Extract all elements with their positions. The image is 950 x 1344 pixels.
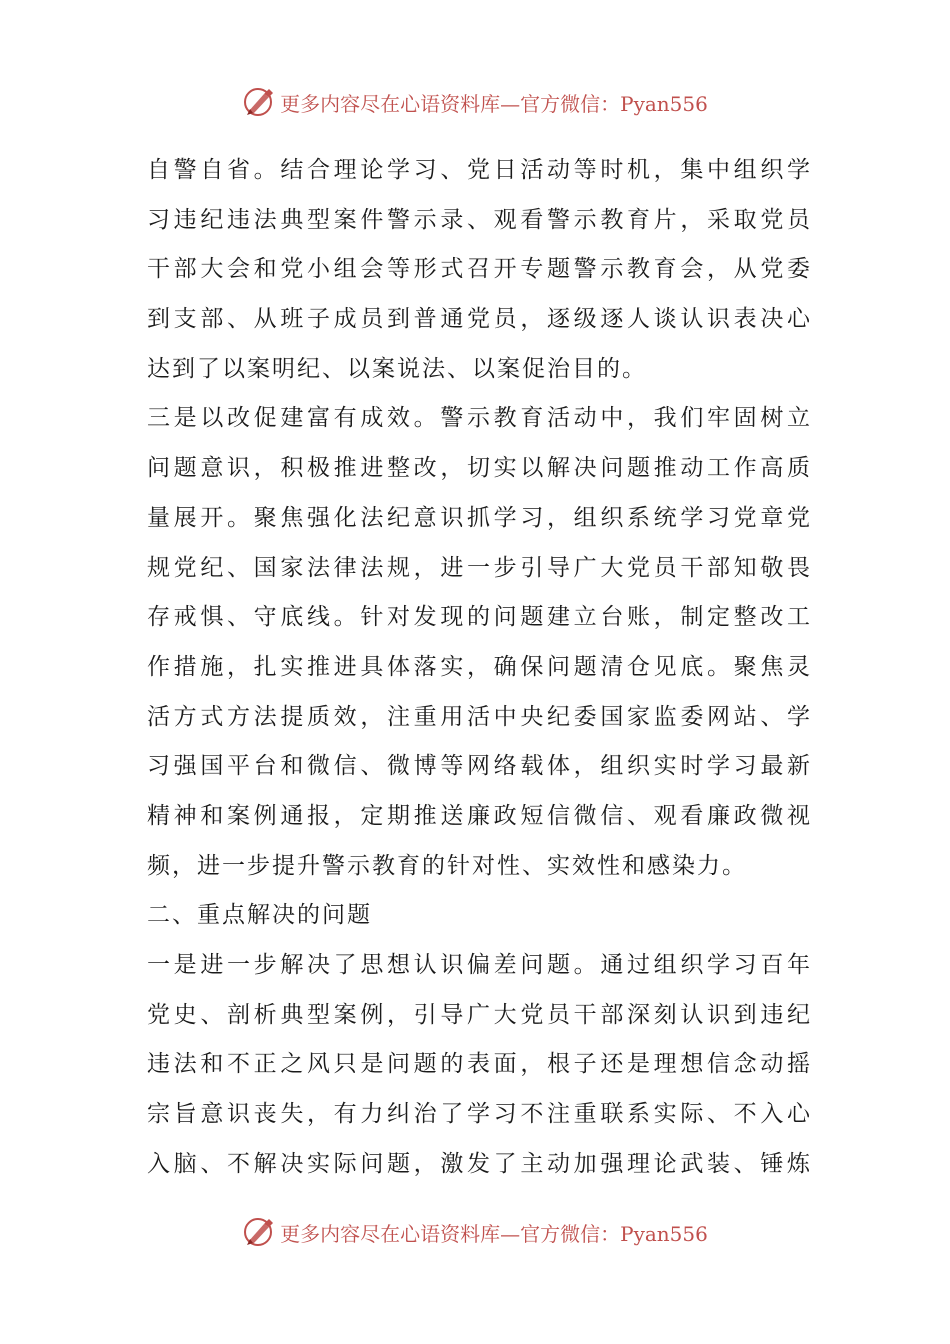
text-line: 到支部、从班子成员到普通党员，逐级逐人谈认识表决心 [147,306,812,333]
text-line: 活方式方法提质效，注重用活中央纪委国家监委网站、学 [147,703,812,730]
pen-logo-icon [242,1215,276,1249]
section-heading: 二、重点解决的问题 [147,902,372,929]
text-line: 习强国平台和微信、微博等网络载体，组织实时学习最新 [147,753,812,780]
text-line: 党史、剖析典型案例，引导广大党员干部深刻认识到违纪 [147,1001,812,1028]
text-line: 自警自省。结合理论学习、党日活动等时机，集中组织学 [147,157,812,183]
text-line: 三是以改促建富有成效。警示教育活动中，我们牢固树立 [147,405,812,432]
text-line: 问题意识，积极推进整改，切实以解决问题推动工作高质 [147,455,812,482]
text-line: 干部大会和党小组会等形式召开专题警示教育会，从党委 [147,256,812,283]
header-banner [0,80,950,124]
footer-banner-text: 更多内容尽在心语资料库—官方微信：Pyan556 [280,1221,708,1246]
footer-banner [0,1210,950,1254]
text-line: 入脑、不解决实际问题，激发了主动加强理论武装、锤炼 [147,1150,812,1177]
text-line: 达到了以案明纪、以案说法、以案促治目的。 [147,355,647,382]
text-line: 频，进一步提升警示教育的针对性、实效性和感染力。 [147,852,747,879]
body-text [147,146,812,1189]
pen-logo-icon [242,85,276,119]
text-line: 违法和不正之风只是问题的表面，根子还是理想信念动摇 [147,1051,812,1078]
text-line: 宗旨意识丧失，有力纠治了学习不注重联系实际、不入心 [147,1101,812,1128]
text-line: 习违纪违法典型案件警示录、观看警示教育片，采取党员 [147,206,812,233]
text-line: 规党纪、国家法律法规，进一步引导广大党员干部知敬畏 [147,554,812,581]
header-banner-text: 更多内容尽在心语资料库—官方微信：Pyan556 [280,91,708,116]
text-line: 作措施，扎实推进具体落实，确保问题清仓见底。聚焦灵 [147,653,812,680]
text-line: 量展开。聚焦强化法纪意识抓学习，组织系统学习党章党 [147,504,812,531]
text-line: 精神和案例通报，定期推送廉政短信微信、观看廉政微视 [147,802,812,829]
text-line: 一是进一步解决了思想认识偏差问题。通过组织学习百年 [147,952,812,978]
text-line: 存戒惧、守底线。针对发现的问题建立台账，制定整改工 [147,604,812,631]
